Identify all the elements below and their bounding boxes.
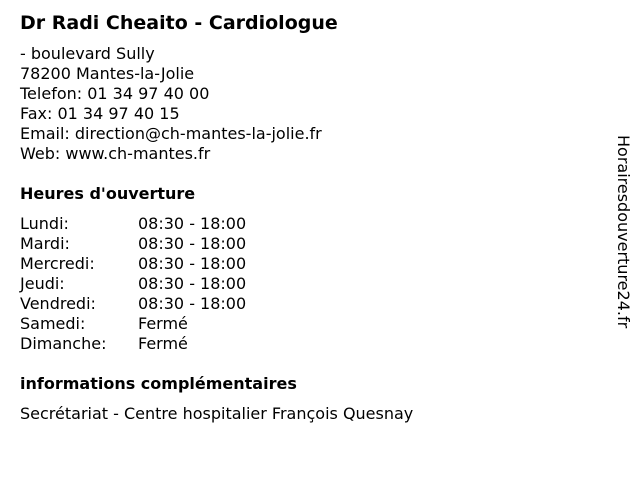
hours-day: Mardi: — [20, 234, 70, 253]
hours-row-friday — [20, 294, 280, 314]
hours-time: 08:30 - 18:00 — [138, 274, 247, 293]
hours-day: Lundi: — [20, 214, 69, 233]
page-title: Dr Radi Cheaito - Cardiologue — [20, 12, 338, 34]
site-brand-watermark: Horairesdouverture24.fr — [614, 135, 633, 329]
hours-time: Fermé — [138, 314, 188, 333]
hours-row-thursday — [20, 274, 280, 294]
fax-number: Fax: 01 34 97 40 15 — [20, 104, 180, 123]
hours-time: 08:30 - 18:00 — [138, 254, 247, 273]
email-address: Email: direction@ch-mantes-la-jolie.fr — [20, 124, 322, 143]
hours-row-saturday — [20, 314, 280, 334]
hours-time: Fermé — [138, 334, 188, 353]
hours-day: Jeudi: — [20, 274, 65, 293]
hours-time: 08:30 - 18:00 — [138, 234, 247, 253]
opening-hours-table — [20, 214, 280, 354]
website-link[interactable]: Web: www.ch-mantes.fr — [20, 144, 211, 163]
hours-time: 08:30 - 18:00 — [138, 214, 247, 233]
hours-day: Mercredi: — [20, 254, 95, 273]
extra-info-heading: informations complémentaires — [20, 374, 297, 393]
hours-time: 08:30 - 18:00 — [138, 294, 247, 313]
hours-row-sunday — [20, 334, 280, 354]
phone-number: Telefon: 01 34 97 40 00 — [20, 84, 210, 103]
hours-row-wednesday — [20, 254, 280, 274]
extra-info-text: Secrétariat - Centre hospitalier François Quesnay — [20, 404, 414, 423]
hours-day: Dimanche: — [20, 334, 107, 353]
hours-day: Samedi: — [20, 314, 86, 333]
address-street: - boulevard Sully — [20, 44, 155, 63]
hours-day: Vendredi: — [20, 294, 96, 313]
hours-heading: Heures d'ouverture — [20, 184, 196, 203]
hours-row-tuesday — [20, 234, 280, 254]
address-city: 78200 Mantes-la-Jolie — [20, 64, 195, 83]
contact-info — [20, 44, 322, 164]
hours-row-monday — [20, 214, 280, 234]
